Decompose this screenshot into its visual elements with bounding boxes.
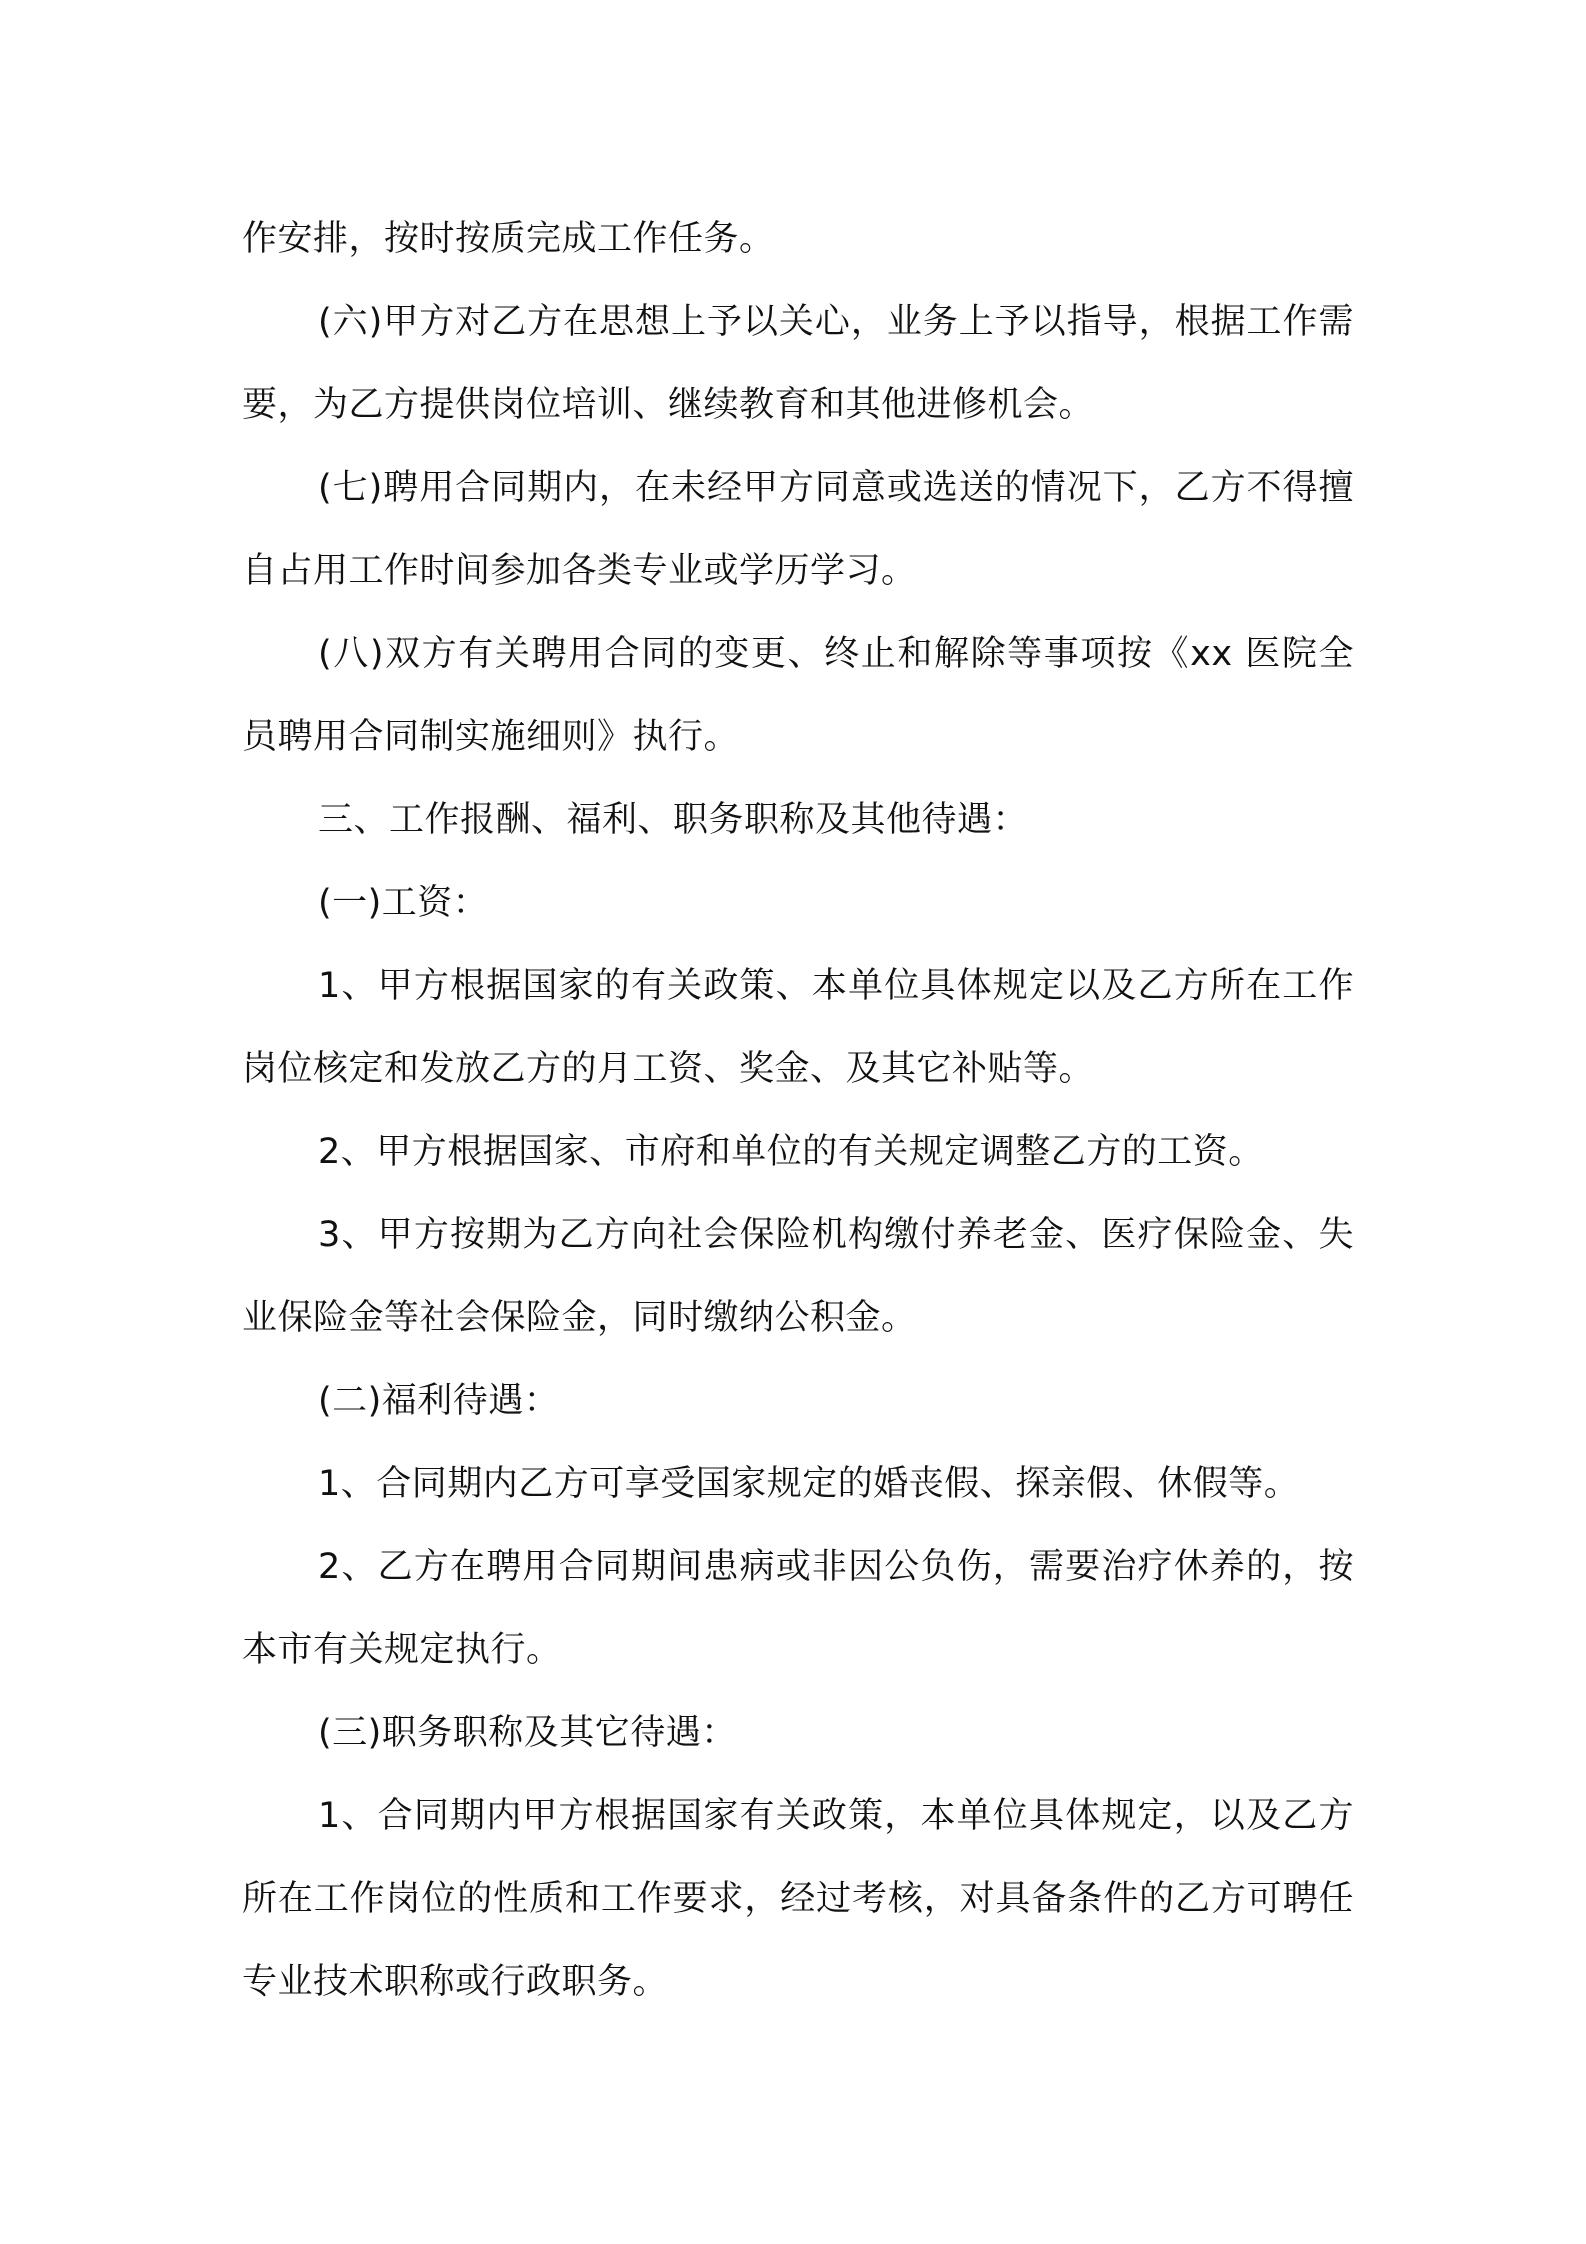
paragraph-1: 作安排，按时按质完成工作任务。 [242,219,775,259]
section-heading-3: 三、工作报酬、福利、职务职称及其他待遇： [318,800,1029,840]
paragraph-salary-2: 2、甲方根据国家、市府和单位的有关规定调整乙方的工资。 [318,1132,1264,1172]
subheading-salary: (一)工资： [318,883,489,923]
paragraph-title-position-1: 1、合同期内甲方根据国家有关政策，本单位具体规定，以及乙方所在工作岗位的性质和工作要求，经过考核，对具备条件的乙方可聘任专业技术职称或行政职务。 [242,1796,1354,2002]
paragraph-welfare-2: 2、乙方在聘用合同期间患病或非因公负伤，需要治疗休养的，按本市有关规定执行。 [242,1547,1354,1670]
paragraph-welfare-1: 1、合同期内乙方可享受国家规定的婚丧假、探亲假、休假等。 [318,1464,1300,1504]
paragraph-clause-6: (六)甲方对乙方在思想上予以关心，业务上予以指导，根据工作需要，为乙方提供岗位培训、继续教育和其他进修机会。 [242,302,1354,425]
subheading-welfare: (二)福利待遇： [318,1381,560,1421]
document-body [242,198,1354,2024]
subheading-title-position: (三)职务职称及其它待遇： [318,1713,737,1753]
paragraph-clause-7: (七)聘用合同期内，在未经甲方同意或选送的情况下，乙方不得擅自占用工作时间参加各类专业或学历学习。 [242,468,1354,591]
paragraph-salary-3: 3、甲方按期为乙方向社会保险机构缴付养老金、医疗保险金、失业保险金等社会保险金，同时缴纳公积金。 [242,1215,1354,1338]
paragraph-clause-8: (八)双方有关聘用合同的变更、终止和解除等事项按《xx 医院全员聘用合同制实施细则》执行。 [242,634,1354,757]
paragraph-salary-1: 1、甲方根据国家的有关政策、本单位具体规定以及乙方所在工作岗位核定和发放乙方的月工资、奖金、及其它补贴等。 [242,966,1354,1089]
